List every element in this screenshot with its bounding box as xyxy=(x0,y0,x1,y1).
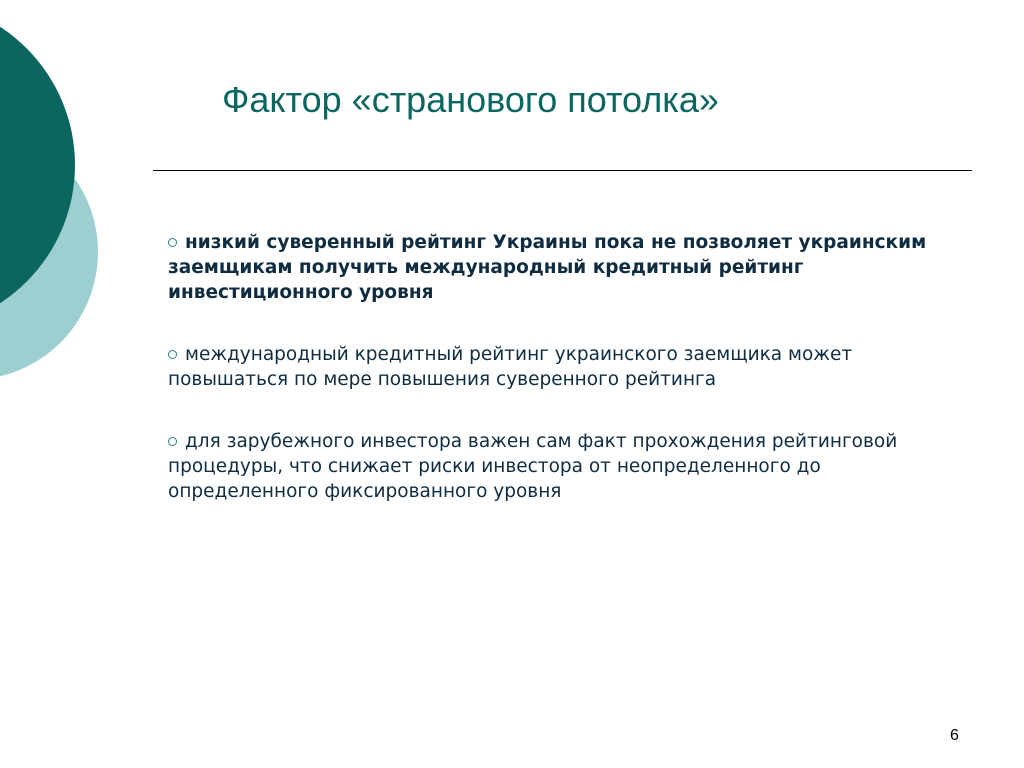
hollow-circle-bullet-icon xyxy=(168,350,177,359)
hollow-circle-bullet-icon xyxy=(168,238,177,247)
bullet-item xyxy=(168,429,958,504)
bullet-text: международный кредитный рейтинг украинского заемщика может повышаться по мере повышения суверенного рейтинга xyxy=(168,344,853,390)
bullet-item xyxy=(168,342,958,392)
bullet-text: для зарубежного инвестора важен сам факт прохождения рейтинговой процедуры, что снижает риски инвестора от неопределенного до определенного фиксированного уровня xyxy=(168,431,898,502)
bullet-item xyxy=(168,230,958,305)
page-number: 6 xyxy=(950,727,959,744)
bullet-text: низкий суверенный рейтинг Украины пока не позволяет украинским заемщикам получить международный кредитный рейтинг инвестиционного уровня xyxy=(168,232,927,303)
title-divider xyxy=(153,170,972,171)
bullet-list xyxy=(168,230,958,504)
slide-title: Фактор «странового потолка» xyxy=(222,79,719,120)
decorative-circles xyxy=(0,0,110,420)
hollow-circle-bullet-icon xyxy=(168,437,177,446)
